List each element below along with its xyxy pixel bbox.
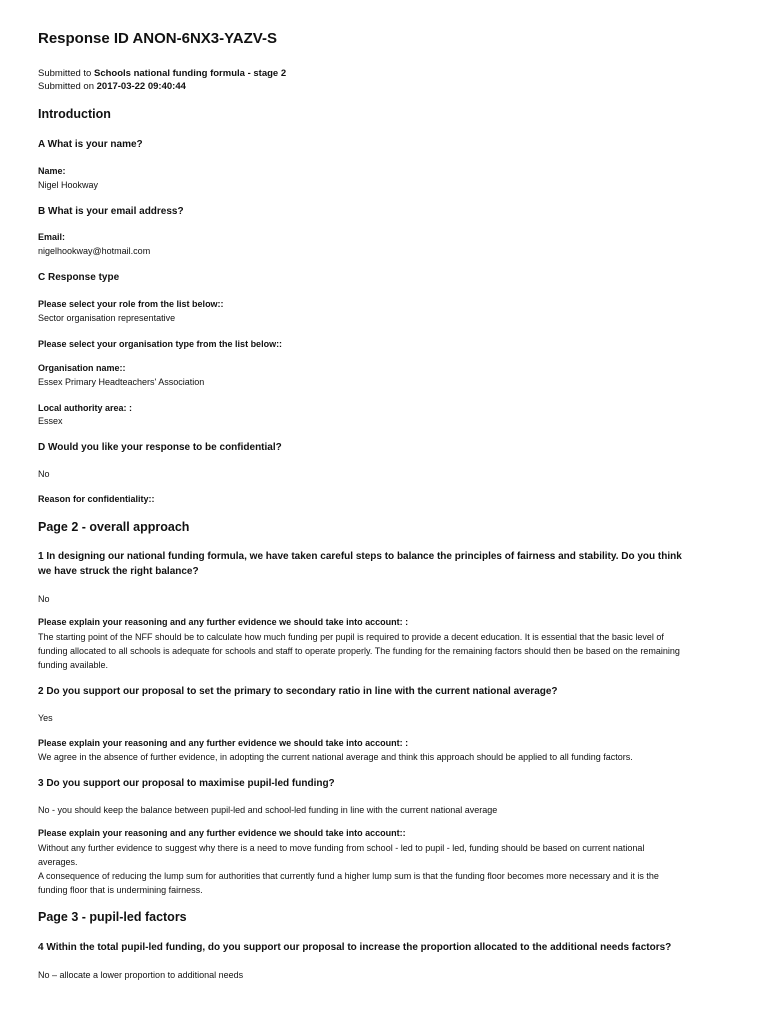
confidentiality-reason-label: Reason for confidentiality:: — [38, 494, 155, 504]
explain-line: Without any further evidence to suggest why there is a need to move funding from school - led to pupil - led, funding should be based on current national — [38, 843, 645, 853]
question-3-explain-label: Please explain your reasoning and any further evidence we should take into account:: — [38, 828, 406, 838]
question-1-answer: No — [38, 594, 50, 604]
question-3-explain — [38, 841, 738, 897]
submitted-to-value: Schools national funding formula - stage 2 — [93, 68, 287, 79]
org-name-value: Essex Primary Headteachers' Association — [38, 377, 205, 387]
submitted-to — [38, 68, 286, 79]
question-d-answer: No — [38, 469, 50, 479]
question-2-answer: Yes — [38, 713, 53, 723]
submitted-to-label: Submitted to — [38, 68, 92, 79]
section-heading-page3: Page 3 - pupil-led factors — [38, 910, 187, 924]
section-heading-page2: Page 2 - overall approach — [38, 520, 190, 534]
explain-line: averages. — [38, 857, 78, 867]
submitted-on-label: Submitted on — [38, 81, 94, 92]
section-heading-introduction: Introduction — [38, 107, 111, 121]
explain-line: funding available. — [38, 660, 109, 670]
question-4-answer: No – allocate a lower proportion to additional needs — [38, 970, 244, 980]
question-1-line-2: we have struck the right balance? — [38, 566, 199, 577]
question-d: D Would you like your response to be confidential? — [38, 442, 282, 453]
org-name-label: Organisation name:: — [38, 363, 126, 373]
question-b: B What is your email address? — [38, 206, 184, 217]
explain-line: The starting point of the NFF should be to calculate how much funding per pupil is required to provide a decent education. It is essential that the basic level of — [38, 632, 664, 642]
question-3: 3 Do you support our proposal to maximise pupil-led funding? — [38, 778, 335, 789]
org-type-label: Please select your organisation type from the list below:: — [38, 339, 283, 349]
role-label: Please select your role from the list below:: — [38, 299, 224, 309]
question-2: 2 Do you support our proposal to set the primary to secondary ratio in line with the current national average? — [38, 686, 558, 697]
question-1-explain — [38, 630, 738, 672]
question-3-answer: No - you should keep the balance between pupil-led and school-led funding in line with the current national average — [38, 805, 498, 815]
explain-line: funding floor that is undermining fairness. — [38, 885, 203, 895]
local-authority-label: Local authority area: : — [38, 403, 133, 413]
local-authority-value: Essex — [38, 416, 63, 426]
email-value: nigelhookway@hotmail.com — [38, 246, 151, 256]
question-2-explain-label: Please explain your reasoning and any further evidence we should take into account: : — [38, 738, 409, 748]
question-c: C Response type — [38, 272, 120, 283]
role-value: Sector organisation representative — [38, 313, 176, 323]
question-a: A What is your name? — [38, 139, 143, 150]
explain-line: A consequence of reducing the lump sum for authorities that currently fund a higher lump sum is that the funding floor becomes more necessary and it is the — [38, 871, 659, 881]
question-1-explain-label: Please explain your reasoning and any further evidence we should take into account: : — [38, 617, 409, 627]
submitted-on-value: 2017-03-22 09:40:44 — [96, 81, 186, 92]
question-1-line-1: 1 In designing our national funding formula, we have taken careful steps to balance the principles of fairness and stability. Do you think — [38, 551, 682, 562]
page-title: Response ID ANON-6NX3-YAZV-S — [38, 30, 277, 47]
explain-line: funding allocated to all schools is adequate for schools and staff to operate properly. The funding for the remaining factors should then be based on the remaining — [38, 646, 680, 656]
name-value: Nigel Hookway — [38, 180, 99, 190]
submitted-on — [38, 81, 186, 92]
name-label: Name: — [38, 166, 66, 176]
question-1 — [38, 549, 738, 579]
question-4: 4 Within the total pupil-led funding, do you support our proposal to increase the proportion allocated to the additional needs factors? — [38, 942, 672, 953]
question-2-explain: We agree in the absence of further evidence, in adopting the current national average and think this approach should be applied to all funding factors. — [38, 752, 633, 762]
email-label: Email: — [38, 232, 66, 242]
